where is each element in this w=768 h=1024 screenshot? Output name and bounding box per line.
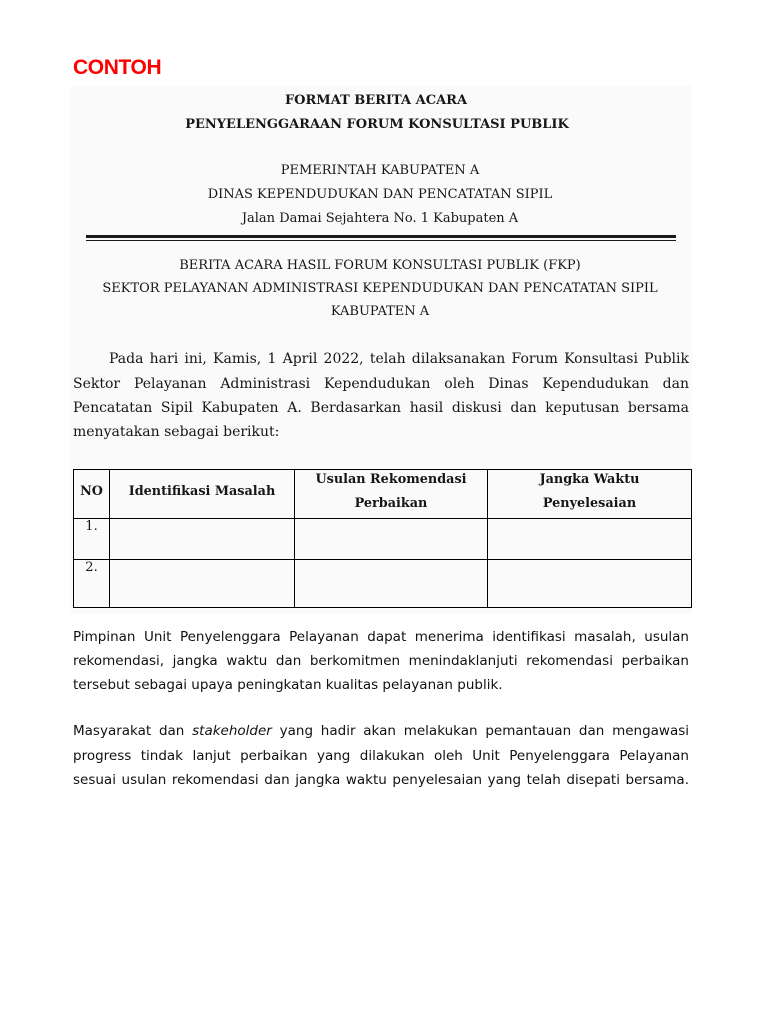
agency-name: DINAS KEPENDUDUKAN DAN PENCATATAN SIPIL [207, 187, 553, 202]
opening-paragraph-line: Pencatatan Sipil Kabupaten A. Berdasarkan hasil diskusi dan keputusan bersama [73, 400, 689, 416]
commitment-paragraph-line: rekomendasi, jangka waktu dan berkomitmen menindaklanjuti rekomendasi perbaikan [73, 653, 689, 669]
header-cell-recommendation [295, 470, 488, 519]
recommendation-cell [295, 519, 488, 560]
opening-paragraph-line: Sektor Pelayanan Administrasi Kependudukan oleh Dinas Kependudukan dan [73, 376, 689, 392]
opening-paragraph-line: Pada hari ini, Kamis, 1 April 2022, telah dilaksanakan Forum Konsultasi Publik [109, 351, 689, 367]
format-title: FORMAT BERITA ACARA [284, 93, 468, 108]
letterhead-divider-thick [86, 235, 676, 238]
monitoring-text-before: Masyarakat dan [73, 723, 185, 739]
header-timeframe-line-1: Jangka Waktu [539, 472, 640, 487]
header-cell-no [74, 470, 110, 519]
monitoring-text-emphasis: stakeholder [192, 723, 272, 739]
header-timeframe-line-2: Penyelesaian [542, 496, 637, 511]
header-problem: Identifikasi Masalah [128, 484, 276, 499]
format-subtitle: PENYELENGGARAAN FORUM KONSULTASI PUBLIK [185, 117, 569, 132]
header-timeframe [488, 468, 691, 516]
example-label: CONTOH [73, 56, 162, 79]
government-name: PEMERINTAH KABUPATEN A [280, 163, 480, 178]
problem-cell [110, 560, 295, 608]
monitoring-paragraph-line: progress tindak lanjut perbaikan yang dilakukan oleh Unit Penyelenggara Pelayanan [73, 748, 689, 764]
agency-address: Jalan Damai Sejahtera No. 1 Kabupaten A [241, 211, 519, 226]
row-number-cell [74, 519, 110, 560]
report-title-line-2: SEKTOR PELAYANAN ADMINISTRASI KEPENDUDUKAN DAN PENCATATAN SIPIL [102, 281, 658, 296]
report-title-line-3: KABUPATEN A [330, 304, 430, 319]
monitoring-paragraph-line [73, 719, 689, 743]
commitment-paragraph-line: tersebut sebagai upaya peningkatan kualitas pelayanan publik. [73, 677, 503, 693]
problem-cell [110, 519, 295, 560]
header-recommendation [295, 468, 487, 516]
header-recommendation-line-1: Usulan Rekomendasi [315, 472, 467, 487]
table-row [74, 560, 692, 608]
timeframe-cell [488, 519, 692, 560]
table-header-row [74, 470, 692, 519]
timeframe-cell [488, 560, 692, 608]
report-title-line-1: BERITA ACARA HASIL FORUM KONSULTASI PUBLIK (FKP) [179, 258, 581, 273]
recommendation-cell [295, 560, 488, 608]
table-row [74, 519, 692, 560]
row-number: 1. [85, 519, 98, 534]
header-recommendation-line-2: Perbaikan [354, 496, 428, 511]
monitoring-paragraph-line: sesuai usulan rekomendasi dan jangka waktu penyelesaian yang telah disepati bersama. [73, 772, 689, 788]
letterhead-divider-thin [86, 240, 676, 241]
monitoring-text-after: yang hadir akan melakukan pemantauan dan mengawasi [279, 723, 690, 739]
opening-paragraph-line: menyatakan sebagai berikut: [73, 424, 280, 440]
commitment-paragraph-line: Pimpinan Unit Penyelenggara Pelayanan dapat menerima identifikasi masalah, usulan [73, 629, 689, 645]
row-number-cell [74, 560, 110, 608]
header-cell-problem [110, 470, 295, 519]
header-no: NO [80, 484, 103, 499]
row-number: 2. [85, 560, 98, 575]
results-table [73, 469, 692, 608]
header-cell-timeframe [488, 470, 692, 519]
